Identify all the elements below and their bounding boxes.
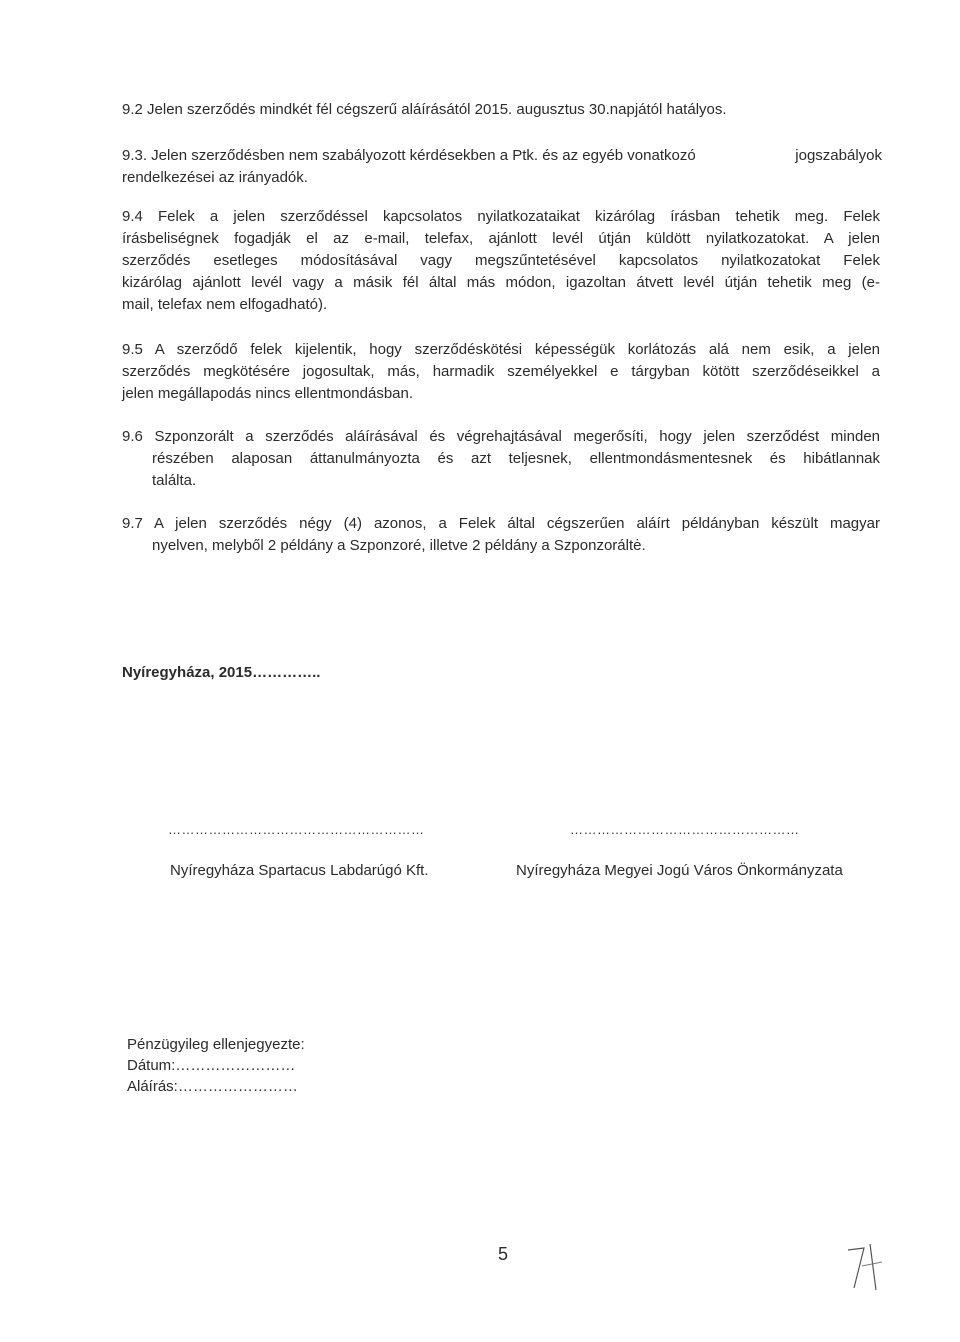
section-9-4-line: 9.4 Felek a jelen szerződéssel kapcsolatos nyilatkozataikat kizárólag írásban tehetik meg. Felek	[122, 208, 880, 225]
page-number: 5	[498, 1244, 509, 1264]
section-9-5-line: szerződés megkötésére jogosultak, más, harmadik személyekkel e tárgyban kötött szerződéseikkel a	[122, 363, 880, 380]
signature-line-left: …………………………………………………	[168, 822, 425, 837]
section-9-7	[122, 513, 880, 557]
section-9-6-line: részében alaposan áttanulmányozta és azt teljesnek, ellentmondásmentesnek és hibátlannak	[152, 450, 880, 467]
financial-countersign	[127, 1034, 305, 1097]
section-9-4	[122, 206, 880, 316]
signatory-left: Nyíregyháza Spartacus Labdarúgó Kft.	[170, 862, 429, 879]
financial-signature-field: Aláírás:……………………	[127, 1078, 298, 1095]
section-9-3	[122, 145, 882, 189]
financial-date-field: Dátum:……………………	[127, 1057, 296, 1074]
section-9-5-line: jelen megállapodás nincs ellentmondásban.	[122, 385, 414, 402]
section-9-2: 9.2 Jelen szerződés mindkét fél cégszerű aláírásától 2015. augusztus 30.napjától hatályos.	[122, 101, 727, 118]
section-9-4-line: szerződés esetleges módosításával vagy megszűntetésével kapcsolatos nyilatkozatokat Felek	[122, 252, 880, 269]
section-9-6-line: 9.6 Szponzorált a szerződés aláírásával és végrehajtásával megerősíti, hogy jelen szerződést minden	[122, 428, 880, 445]
signatory-right: Nyíregyháza Megyei Jogú Város Önkormányzata	[516, 862, 843, 879]
place-date: Nyíregyháza, 2015…………..	[122, 664, 321, 681]
section-9-4-line: kizárólag ajánlott levél vagy a másik fél által más módon, igazoltan átvett levél útján tehetik meg (e-	[122, 274, 880, 291]
section-9-3-line1: 9.3. Jelen szerződésben nem szabályozott kérdésekben a Ptk. és az egyéb vonatkozó	[122, 147, 696, 164]
section-9-3-line1-end: jogszabályok	[795, 147, 882, 164]
section-9-4-line: mail, telefax nem elfogadható).	[122, 296, 328, 313]
section-9-4-line: írásbeliségnek fogadják el az e-mail, telefax, ajánlott levél útján küldött nyilatkozatokat. A jelen	[122, 230, 880, 247]
section-9-6-line: találta.	[152, 472, 197, 489]
handwritten-initials	[842, 1236, 892, 1296]
signature-line-right: ……………………………………………	[570, 822, 800, 837]
financial-countersign-label: Pénzügyileg ellenjegyezte:	[127, 1036, 305, 1053]
section-9-7-line: nyelven, melyből 2 példány a Szponzoré, illetve 2 példány a Szponzoráltė.	[152, 537, 646, 554]
section-9-5-line: 9.5 A szerződő felek kijelentik, hogy szerződéskötési képességük korlátozás alá nem esik, a jelen	[122, 341, 880, 358]
section-9-5	[122, 339, 880, 405]
section-9-3-line2: rendelkezései az irányadók.	[122, 169, 308, 186]
section-9-7-line: 9.7 A jelen szerződés négy (4) azonos, a Felek által cégszerűen aláírt példányban készült magyar	[122, 515, 880, 532]
section-9-6	[122, 426, 880, 492]
